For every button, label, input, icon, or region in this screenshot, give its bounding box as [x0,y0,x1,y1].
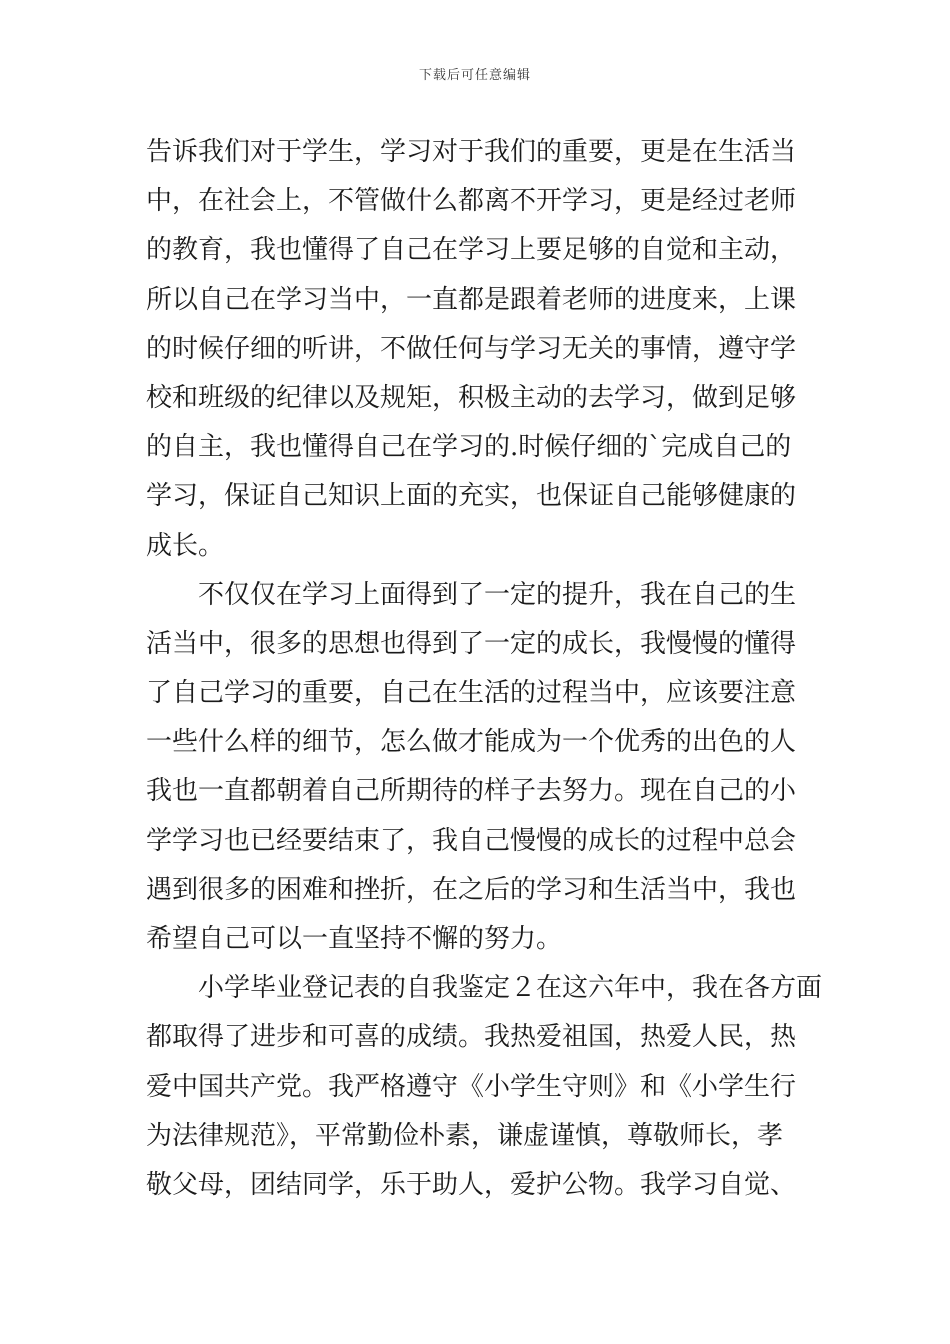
text-line: 所以自己在学习当中，一直都是跟着老师的进度来，上课 [146,284,797,315]
paragraph-3 [146,964,823,1210]
text-line: 告诉我们对于学生，学习对于我们的重要，更是在生活当 [146,137,797,167]
text-line: 我也一直都朝着自己所期待的样子去努力。现在自己的小 [146,776,797,807]
text-line: 活当中，很多的思想也得到了一定的成长，我慢慢的懂得 [146,628,797,659]
text-line: 的时候仔细的听讲，不做任何与学习无关的事情，遵守学 [146,333,797,364]
document-body [146,128,823,1210]
text-line: 的教育，我也懂得了自己在学习上要足够的自觉和主动， [146,235,797,266]
paragraph-2 [146,571,806,965]
text-line: 为法律规范》，平常勤俭朴素，谦虚谨慎，尊敬师长，孝 [146,1120,784,1151]
page-header: 下载后可任意编辑 [418,68,531,83]
text-line: 了自己学习的重要，自己在生活的过程当中，应该要注意 [146,678,797,709]
text-line: 不仅仅在学习上面得到了一定的提升，我在自己的生 [198,579,797,610]
text-line: 学习，保证自己知识上面的充实，也保证自己能够健康的 [146,481,797,512]
paragraph-1 [146,128,806,571]
text-line: 的自主，我也懂得自己在学习的.时候仔细的`完成自己的 [146,432,792,463]
text-line: 成长。 [146,530,225,561]
text-line: 都取得了进步和可喜的成绩。我热爱祖国，热爱人民，热 [146,1022,797,1053]
text-line: 爱中国共产党。我严格遵守《小学生守则》和《小学生行 [146,1071,797,1102]
text-line: 希望自己可以一直坚持不懈的努力。 [146,924,563,954]
text-line: 遇到很多的困难和挫折，在之后的学习和生活当中，我也 [146,874,797,905]
text-line: 小学毕业登记表的自我鉴定２在这六年中，我在各方面 [198,973,823,1004]
text-line: 中，在社会上，不管做什么都离不开学习，更是经过老师 [146,186,797,217]
text-line: 一些什么样的细节，怎么做才能成为一个优秀的出色的人 [146,727,797,758]
text-line: 学学习也已经要结束了，我自己慢慢的成长的过程中总会 [146,825,797,856]
text-line: 敬父母，团结同学，乐于助人，爱护公物。我学习自觉、 [146,1169,797,1200]
text-line: 校和班级的纪律以及规矩，积极主动的去学习，做到足够 [146,382,797,413]
